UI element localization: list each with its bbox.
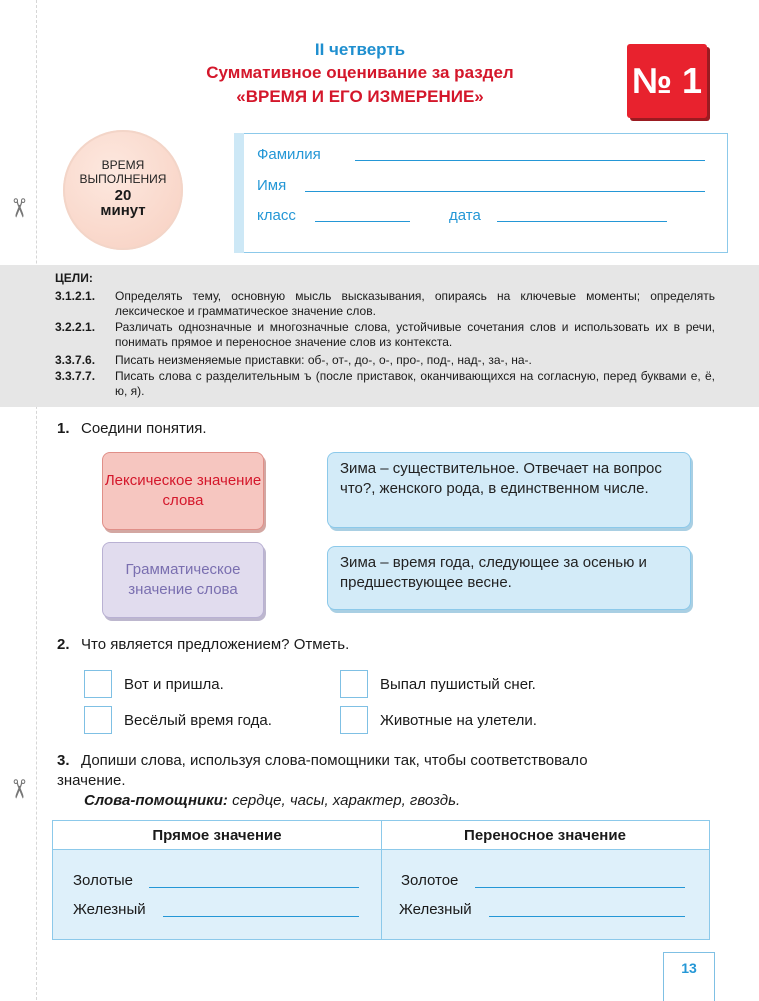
date-field[interactable]	[497, 221, 667, 222]
goals-title: ЦЕЛИ:	[55, 271, 93, 285]
goals-panel	[0, 265, 759, 407]
definition-card-1[interactable]	[327, 452, 691, 528]
goal-text: Различать однозначные и многозначные слова, устойчивые сочетания слов и использовать их в речи, понимать прямое и переносное значение слов из контекста.	[115, 320, 715, 349]
definition-card-2[interactable]	[327, 546, 691, 610]
task-number: 2.	[57, 636, 70, 653]
goal-item	[55, 320, 715, 350]
task-number: 1.	[57, 420, 70, 437]
page-title: Суммативное оценивание за раздел	[206, 63, 514, 82]
goal-text: Писать слова с разделительным ъ (после приставок, оканчивающихся на согласную, перед буквами е, ё, ю, я).	[115, 369, 715, 398]
definition-text: Зима – существительное. Отвечает на вопрос что?, женского рода, в единственном числе.	[340, 460, 662, 497]
quarter-label: II четверть	[314, 40, 406, 59]
goal-code: 3.2.2.1.	[55, 320, 96, 334]
option-checkbox[interactable]	[84, 670, 112, 698]
task-prompt: Соедини понятия.	[81, 420, 207, 437]
time-value: 20	[114, 187, 132, 204]
section-title: «ВРЕМЯ И ЕГО ИЗМЕРЕНИЕ»	[236, 87, 484, 106]
time-unit: минут	[100, 202, 146, 219]
answer-line[interactable]	[163, 916, 359, 917]
goal-item	[55, 353, 715, 368]
form-strip	[234, 133, 244, 253]
column-header-direct: Прямое значение	[152, 827, 282, 844]
student-info-form	[234, 133, 728, 253]
option-checkbox[interactable]	[340, 670, 368, 698]
helper-words-label: Слова-помощники:	[84, 792, 228, 809]
answer-line[interactable]	[489, 916, 685, 917]
goal-item	[55, 289, 715, 319]
time-label-2: ВЫПОЛНЕНИЯ	[79, 172, 167, 186]
task-3-heading	[57, 752, 713, 769]
task-2-heading	[57, 636, 349, 653]
page-number: 13	[663, 952, 715, 1001]
surname-label: Фамилия	[257, 146, 321, 163]
task-1-heading	[57, 420, 207, 437]
date-label: дата	[449, 207, 481, 224]
time-label-1: ВРЕМЯ	[101, 158, 145, 172]
meaning-table	[52, 820, 710, 940]
surname-field[interactable]	[355, 160, 705, 161]
helper-words	[84, 792, 460, 809]
option-label: Животные на улетели.	[380, 712, 537, 729]
assessment-number-badge: № 1	[627, 44, 707, 118]
class-field[interactable]	[315, 221, 410, 222]
task-prompt: Допиши слова, используя слова-помощники так, чтобы соответствовало	[81, 752, 588, 769]
time-badge	[63, 130, 183, 250]
table-word: Золотое	[401, 872, 459, 889]
scissors-icon: ✂	[3, 197, 34, 219]
option-checkbox[interactable]	[84, 706, 112, 734]
concept-label: Грамматическое значение слова	[125, 561, 241, 598]
concept-card-grammatical[interactable]	[102, 542, 264, 618]
table-word: Золотые	[73, 872, 133, 889]
table-word: Железный	[73, 901, 146, 918]
option-label: Выпал пушистый снег.	[380, 676, 536, 693]
column-header-figurative: Переносное значение	[464, 827, 626, 844]
option-label: Вот и пришла.	[124, 676, 224, 693]
goal-code: 3.3.7.6.	[55, 353, 96, 367]
concept-label: Лексическое значение слова	[104, 472, 262, 509]
task-number: 3.	[57, 752, 70, 769]
concept-card-lexical[interactable]	[102, 452, 264, 530]
option-checkbox[interactable]	[340, 706, 368, 734]
answer-line[interactable]	[149, 887, 359, 888]
task-prompt: Что является предложением? Отметь.	[81, 636, 350, 653]
name-label: Имя	[257, 177, 287, 194]
goal-code: 3.1.2.1.	[55, 289, 96, 303]
task-3-prompt-continued: значение.	[57, 772, 126, 789]
goal-text: Писать неизменяемые приставки: об-, от-, до-, о-, про-, под-, над-, за-, на-.	[115, 353, 532, 367]
option-label: Весёлый время года.	[124, 712, 272, 729]
goal-item	[55, 369, 715, 399]
cut-line	[36, 0, 37, 1000]
definition-text: Зима – время года, следующее за осенью и предшествующее весне.	[340, 554, 647, 591]
helper-words-list: сердце, часы, характер, гвоздь.	[232, 792, 461, 809]
class-label: класс	[257, 207, 296, 224]
goal-code: 3.3.7.7.	[55, 369, 96, 383]
goal-text: Определять тему, основную мысль высказывания, опираясь на ключевые моменты; определять лексическое и грамматическое значение слов.	[115, 289, 715, 318]
scissors-icon: ✂	[3, 778, 34, 800]
name-field[interactable]	[305, 191, 705, 192]
answer-line[interactable]	[475, 887, 685, 888]
table-word: Железный	[399, 901, 472, 918]
